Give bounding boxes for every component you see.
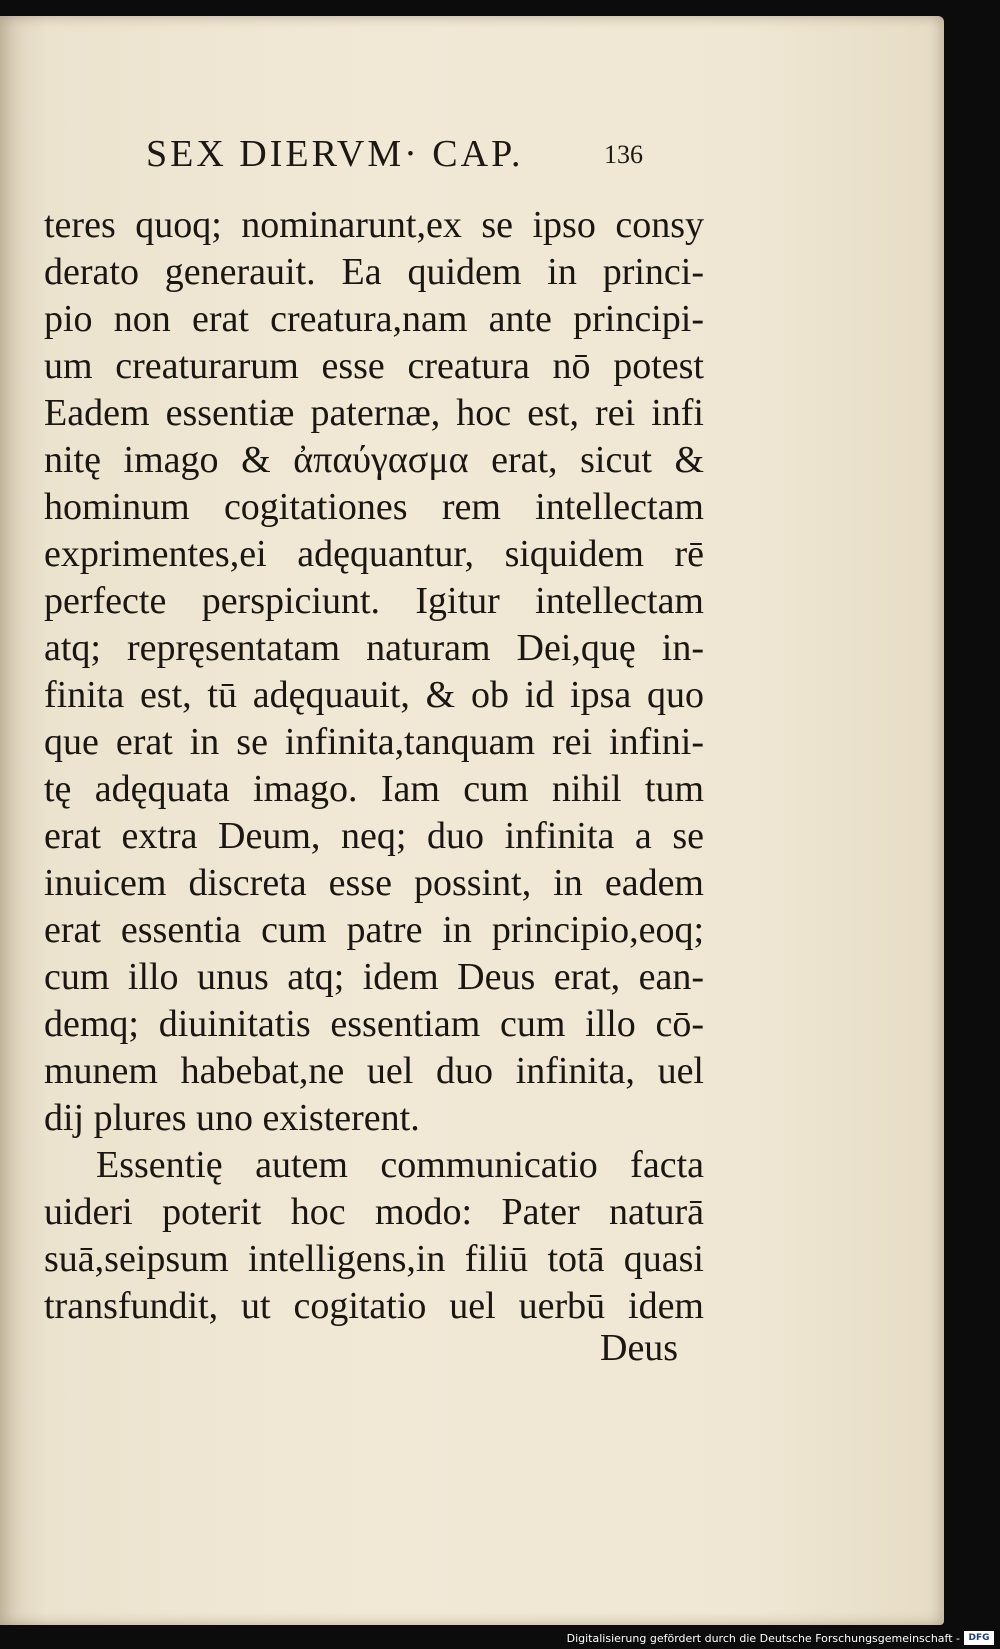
folio-number: 136 [604,140,643,169]
text-line: munem habebat,ne uel duo infinita, uel [44,1050,704,1092]
text-line: uideri poterit hoc modo: Pater naturā [44,1191,704,1233]
funding-credit: Digitalisierung gefördert durch die Deutsche Forschungsgemeinschaft - [566,1632,960,1645]
text-line: teres quoq; nominarunt,ex se ipso consy [44,204,704,246]
running-header [146,132,706,192]
text-line: derato generauit. Ea quidem in princi- [44,251,704,293]
text-line: erat extra Deum, neq; duo infinita a se [44,815,704,857]
text-line: nitę imago & ἀπαύγασμα erat, sicut & [44,439,704,481]
text-line: Eadem essentiæ paternæ, hoc est, rei infi [44,392,704,434]
text-line: pio non erat creatura,nam ante principi- [44,298,704,340]
text-line: finita est, tū adęquauit, & ob id ipsa quo [44,674,704,716]
text-line: suā,seipsum intelligens,in filiū totā quasi [44,1238,704,1280]
text-line: que erat in se infinita,tanquam rei infini- [44,721,704,763]
footer-bar [0,1625,1000,1649]
text-line: dij plures uno existerent. [44,1097,420,1139]
text-line: inuicem discreta esse possint, in eadem [44,862,704,904]
text-line: transfundit, ut cogitatio uel uerbū idem [44,1285,704,1327]
text-line: Essentię autem communicatio facta [96,1144,704,1186]
running-title: SEX DIERVM· CAP. [146,133,524,175]
text-line: demq; diuinitatis essentiam cum illo cō- [44,1003,704,1045]
text-line: erat essentia cum patre in principio,eoq; [44,909,704,951]
catchword: Deus [600,1327,679,1369]
text-line: exprimentes,ei adęquantur, siquidem rē [44,533,704,575]
text-line: atq; repręsentatam naturam Dei,quę in- [44,627,704,669]
dfg-logo-icon: DFG [964,1631,994,1645]
text-line: hominum cogitationes rem intellectam [44,486,704,528]
text-line: um creaturarum esse creatura nō potest [44,345,704,387]
body-text [44,202,704,1330]
book-page [0,16,944,1625]
text-line: tę adęquata imago. Iam cum nihil tum [44,768,704,810]
text-line: cum illo unus atq; idem Deus erat, ean- [44,956,704,998]
text-line: perfecte perspiciunt. Igitur intellectam [44,580,704,622]
